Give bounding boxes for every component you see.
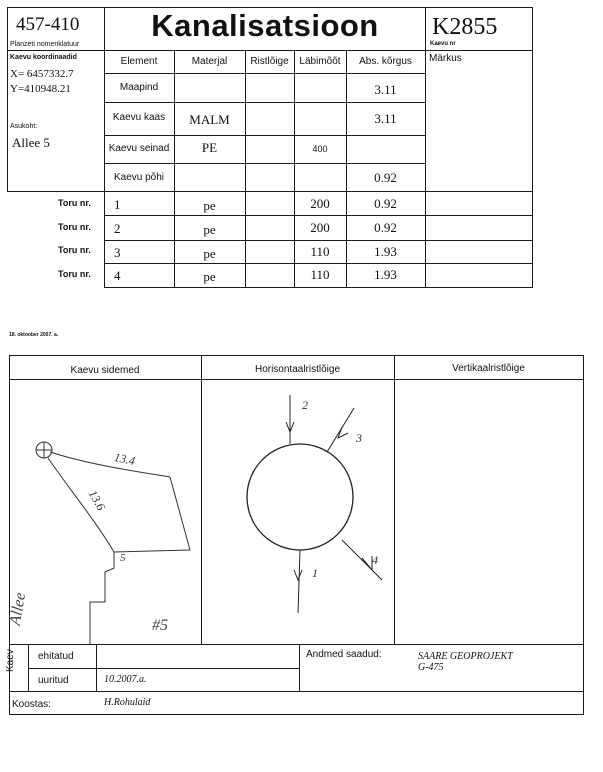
- built-label: ehitatud: [38, 651, 74, 662]
- compiled-value: H.Rohulaid: [104, 697, 151, 708]
- pipe-height: 1.93: [374, 244, 397, 259]
- ties-sketch: [10, 380, 201, 644]
- row-element: Kaevu seinad: [108, 143, 170, 154]
- pipe-mark: 4: [372, 553, 378, 567]
- pipe-diameter: 200: [310, 220, 330, 235]
- row-element: Maapind: [119, 82, 159, 93]
- header-section: Ristlõige: [250, 56, 289, 67]
- surveyed-value: 10.2007.a.: [104, 674, 147, 685]
- pipe-diameter: 110: [310, 244, 330, 259]
- pipe-number: 2: [114, 221, 121, 236]
- sketch-header-ties: Kaevu sidemed: [70, 365, 140, 376]
- pipe-height: 1.93: [374, 267, 397, 282]
- header-remarks: Märkus: [429, 53, 462, 64]
- row-element: Kaevu põhi: [113, 172, 165, 183]
- row-material: MALM: [189, 112, 230, 127]
- nomenclature-label: Planzeti nomenklatuur: [10, 41, 80, 48]
- coordinate-x: X= 6457332.7: [10, 68, 74, 80]
- pipe-mark: 1: [312, 566, 318, 580]
- header-material: Materjal: [191, 56, 228, 67]
- pipe-number: 4: [114, 268, 121, 283]
- header-element: Element: [120, 56, 158, 67]
- data-source-code: G-475: [418, 662, 444, 673]
- address-value: Allee 5: [12, 135, 50, 150]
- nomenclature-value: 457-410: [16, 14, 80, 35]
- pipe-label: Toru nr.: [58, 222, 91, 232]
- row-diameter: 400: [312, 144, 328, 154]
- tie-distance: 13.6: [85, 487, 109, 513]
- pipe-label: Toru nr.: [58, 198, 91, 208]
- row-element: Kaevu kaas: [112, 112, 166, 123]
- well-number-label: Kaevu nr: [430, 41, 456, 47]
- corner-mark: 5: [120, 552, 126, 564]
- house-number: #5: [152, 617, 168, 634]
- pipe-height: 0.92: [374, 196, 397, 211]
- header-abs-height: Abs. kõrgus: [359, 56, 412, 67]
- section-label: Kaev: [5, 649, 16, 672]
- sketch-header-vertical: Vertikaalristlõige: [452, 363, 525, 374]
- tie-line: [50, 449, 170, 477]
- coordinate-y: Y=410948.21: [10, 83, 71, 95]
- pipe-label: Toru nr.: [58, 269, 91, 279]
- horizontal-section-sketch: [202, 380, 394, 644]
- address-label: Asukoht:: [10, 123, 38, 130]
- compiled-label: Koostas:: [12, 699, 51, 710]
- pipe-mark: 2: [302, 398, 308, 412]
- header-diameter: Läbimõõt: [299, 56, 341, 67]
- pipe-material: pe: [203, 222, 216, 237]
- coordinates-label: Kaevu koordinaadid: [10, 54, 77, 61]
- well-circle: [247, 444, 353, 550]
- row-abs-height: 0.92: [374, 170, 397, 185]
- data-source-value: SAARE GEOPROJEKT: [418, 651, 513, 662]
- pipe-material: pe: [203, 269, 216, 284]
- page-title: Kanalisatsioon: [151, 8, 379, 43]
- surveyed-label: uuritud: [38, 675, 69, 686]
- row-material: PE: [201, 140, 218, 155]
- pipe-number: 1: [114, 197, 121, 212]
- sketch-header-horizontal: Horisontaalristlõige: [254, 364, 341, 375]
- pipe-material: pe: [203, 198, 216, 213]
- data-source-label: Andmed saadud:: [306, 649, 382, 660]
- well-number-value: K2855: [432, 14, 498, 40]
- pipe-mark: 3: [356, 431, 362, 445]
- pipe-height: 0.92: [374, 220, 397, 235]
- pipe-number: 3: [114, 245, 121, 260]
- row-abs-height: 3.11: [374, 111, 397, 126]
- row-abs-height: 3.11: [374, 82, 397, 97]
- pipe-diameter: 200: [310, 196, 330, 211]
- tie-distance: 13.4: [112, 449, 137, 469]
- street-name: Allee: [6, 591, 30, 627]
- pipe-diameter: 110: [310, 267, 330, 282]
- pipe-label: Toru nr.: [58, 245, 91, 255]
- document-date: 18. oktoober 2007. a.: [9, 332, 59, 338]
- pipe-material: pe: [203, 246, 216, 261]
